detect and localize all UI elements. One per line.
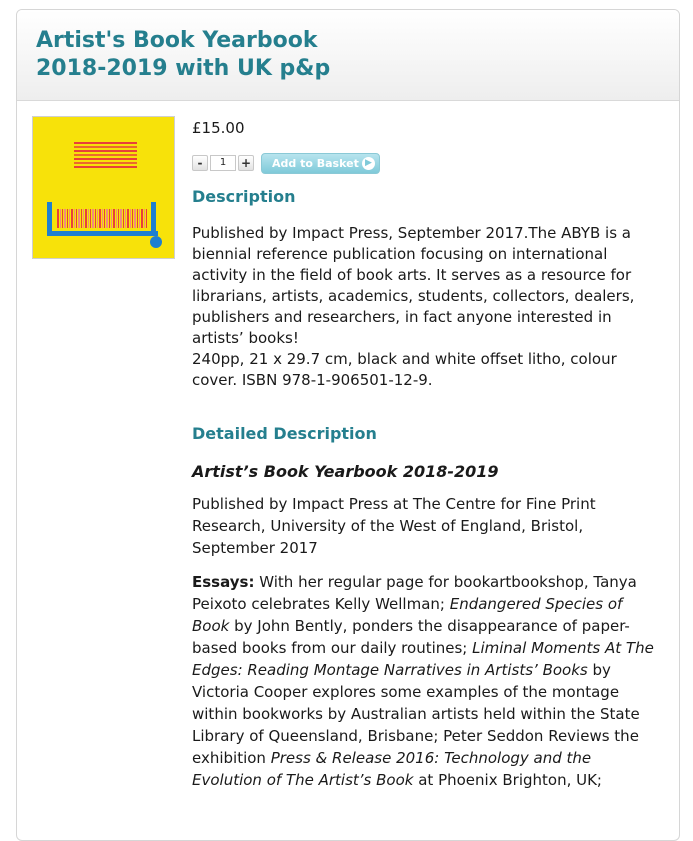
- essays-text: at Phoenix Brighton, UK;: [413, 771, 602, 789]
- product-card: [16, 9, 680, 841]
- product-header: [17, 10, 679, 101]
- quantity-increase-button[interactable]: +: [238, 155, 254, 171]
- description-heading: Description: [192, 187, 296, 206]
- arrow-right-icon: ▶: [362, 157, 375, 170]
- detailed-description-heading: Detailed Description: [192, 424, 377, 443]
- essay-title: Liminal Moments At The Edges: Reading Montage Narratives in Artists’ Books: [192, 639, 654, 679]
- product-price: £15.00: [192, 119, 245, 137]
- publication-info: Published by Impact Press at The Centre for Fine Print Research, University of the West of England, Bristol, September 2017: [192, 495, 596, 557]
- product-info: [192, 118, 662, 791]
- quantity-row: [192, 152, 662, 174]
- quantity-input[interactable]: 1: [210, 155, 236, 171]
- add-to-basket-label: Add to Basket: [272, 156, 359, 170]
- essays-text: by John Bently, ponders the disappearance of paper-based books from our daily routines;: [192, 617, 630, 657]
- essays-text: by Victoria Cooper explores some examples of the montage within bookworks by Australian artists held within the State Library of Queensland, Brisbane; Peter Seddon Reviews the exhibition: [192, 661, 640, 767]
- description-specs: 240pp, 21 x 29.7 cm, black and white offset litho, colour cover. ISBN 978-1-906501-12-9.: [192, 350, 617, 389]
- add-to-basket-button[interactable]: [261, 153, 380, 174]
- quantity-decrease-button[interactable]: -: [192, 155, 208, 171]
- essays-paragraph: [192, 571, 662, 791]
- essays-text: With her regular page for bookartbookshop, Tanya Peixoto celebrates Kelly Wellman;: [192, 573, 637, 613]
- book-cover-icon: [33, 117, 174, 258]
- essay-title: Endangered Species of Book: [192, 595, 623, 635]
- exhibition-title: Press & Release 2016: Technology and the Evolution of The Artist’s Book: [192, 749, 592, 789]
- book-title: Artist’s Book Yearbook 2018-2019: [192, 462, 499, 481]
- description-body: [192, 223, 662, 391]
- product-title: Artist's Book Yearbook 2018-2019 with UK p&p: [36, 28, 331, 81]
- product-image[interactable]: [32, 116, 175, 259]
- description-paragraph: Published by Impact Press, September 2017.The ABYB is a biennial reference publication focusing on international activity in the field of book arts. It serves as a resource for librarians, artists, academics, students, collectors, dealers, publishers and researchers, in fact anyone interested in artists’ books!: [192, 224, 635, 347]
- essays-label: Essays:: [192, 573, 255, 591]
